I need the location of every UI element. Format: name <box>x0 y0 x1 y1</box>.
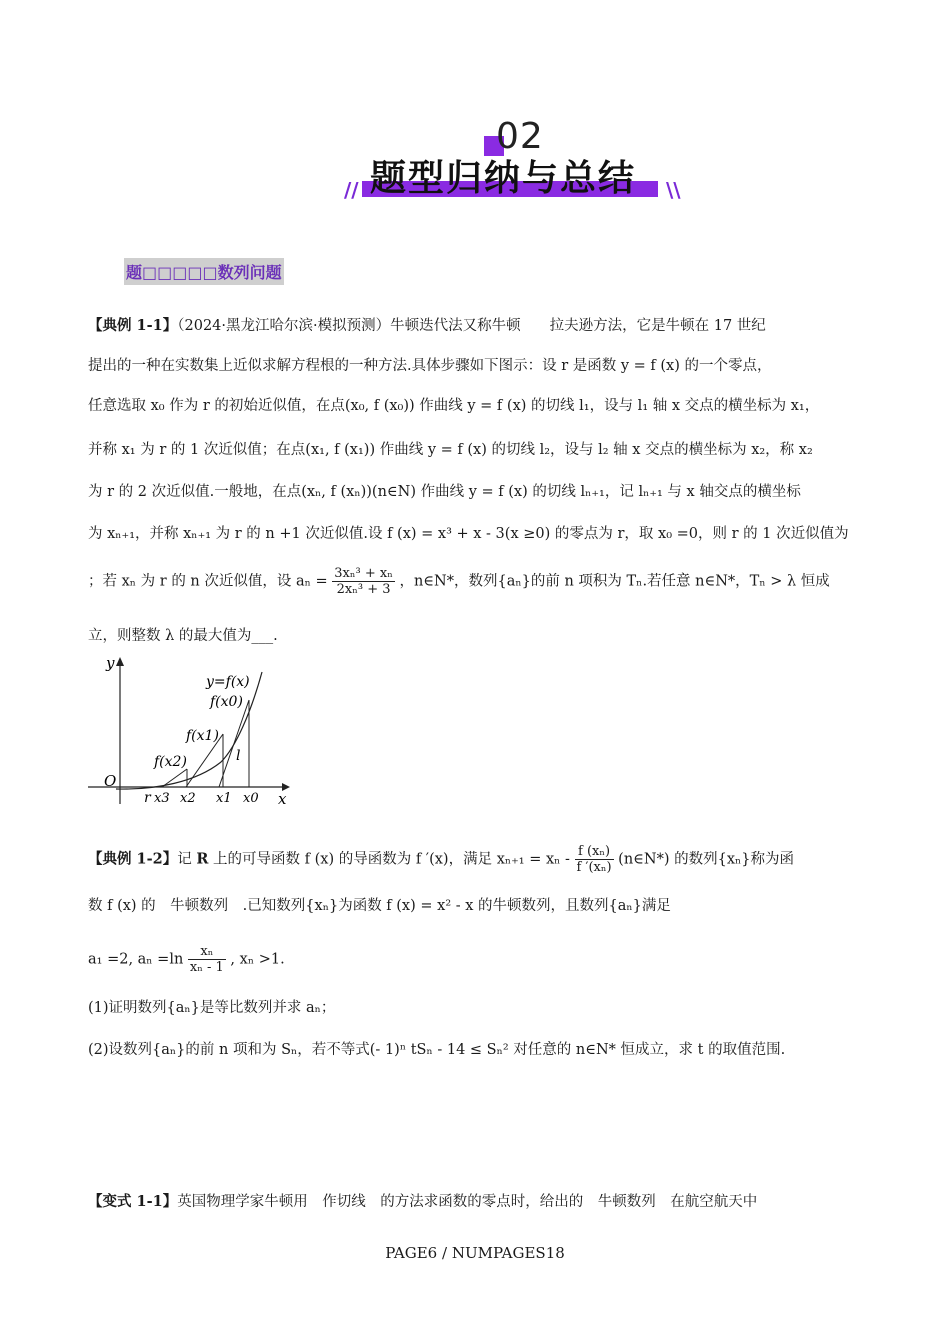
ex1-line-8: 立，则整数 λ 的最大值为___. <box>88 628 278 644</box>
ex2-line-3: a₁ =2, aₙ =ln $\frac{\text{xₙ}}{\text{xₙ - 1}}$ , xₙ >1. <box>88 944 285 975</box>
section-title: 题□□□□□数列问题 <box>124 258 284 285</box>
header-left-slash: // <box>344 178 359 202</box>
an-ln-fraction: $\frac{\text{xₙ}}{\text{xₙ - 1}}$ <box>189 944 224 975</box>
ex1-line-3: 任意选取 x₀ 作为 r 的初始近似值，在点(x₀, f (x₀)) 作曲线 y = f (x) 的切线 l₁，设与 l₁ 轴 x 交点的横坐标为 x₁， <box>88 398 820 414</box>
ex2-label: 【典例 1-2】 <box>88 850 178 868</box>
var1-line: 【变式 1-1】英国物理学家牛顿用 作切线 的方法求函数的零点时，给出的 牛顿数列 在航空航天中 <box>88 1193 758 1210</box>
ex2-line-1: 【典例 1-2】记 R 上的可导函数 f (x) 的导函数为 f ′(x)，满足 xₙ₊₁ = xₙ - $\frac{\text{f (xₙ)}}{\text{f ′(xₙ)}}$ (n∈N*) 的数列{xₙ}称为函 <box>88 844 794 875</box>
newton-method-figure <box>86 652 306 808</box>
f-x0-label: f(x0) <box>210 694 243 710</box>
f-x2-label: f(x2) <box>154 754 187 770</box>
y-axis-arrow <box>116 657 124 666</box>
page-footer: PAGE6 / NUMPAGES18 <box>385 1244 565 1262</box>
tangent-l-label: l <box>236 748 241 764</box>
tick-x1: x1 <box>216 791 232 806</box>
an-fraction: $\frac{\text{3xₙ³ + xₙ}}{\text{2xₙ³ + 3}}$ <box>334 566 393 597</box>
ex2-question-2: (2)设数列{aₙ}的前 n 项和为 Sₙ，若不等式(- 1)ⁿ tSₙ - 14 ≤ Sₙ² 对任意的 n∈N* 恒成立，求 t 的取值范围. <box>88 1042 786 1058</box>
x-axis-label: x <box>278 790 287 808</box>
tick-x2: x2 <box>180 791 196 806</box>
y-axis-label: y <box>106 654 115 672</box>
ex1-line-2: 提出的一种在实数集上近似求解方程根的一种方法.具体步骤如下图示：设 r 是函数 y = f (x) 的一个零点， <box>88 358 772 374</box>
ex1-line-1: 【典例 1-1】（2024·黑龙江哈尔滨·模拟预测）牛顿迭代法又称牛顿 拉夫逊方法，它是牛顿在 17 世纪 <box>88 317 766 334</box>
header-number: 02 <box>496 116 544 157</box>
page-title: 题型归纳与总结 <box>370 158 637 199</box>
tick-r: r <box>144 790 151 806</box>
ex1-label: 【典例 1-1】 <box>88 317 178 334</box>
tick-x0: x0 <box>243 791 259 806</box>
ex2-question-1: (1)证明数列{aₙ}是等比数列并求 aₙ； <box>88 1000 336 1016</box>
header-right-slash: \\ <box>666 178 681 202</box>
ex2-line-2: 数 f (x) 的 牛顿数列 .已知数列{xₙ}为函数 f (x) = x² - x 的牛顿数列，且数列{aₙ}满足 <box>88 898 671 914</box>
curve-label: y=f(x) <box>206 674 250 690</box>
ex1-line-7: ；若 xₙ 为 r 的 n 次近似值，设 aₙ = $\frac{\text{3xₙ³ + xₙ}}{\text{2xₙ³ + 3}}$ ，n∈N*，数列{aₙ}的前 n 项积为 Tₙ.若任意 n∈N*，Tₙ > λ 恒成 <box>88 566 830 597</box>
ex1-line-6: 为 xₙ₊₁，并称 xₙ₊₁ 为 r 的 n +1 次近似值.设 f (x) = x³ + x - 3(x ≥0) 的零点为 r，取 x₀ =0，则 r 的 1 次近似值为 <box>88 526 849 542</box>
ex1-line-5: 为 r 的 2 次近似值.一般地，在点(xₙ, f (xₙ))(n∈N) 作曲线 y = f (x) 的切线 lₙ₊₁，记 lₙ₊₁ 与 x 轴交点的横坐标 <box>88 484 801 500</box>
newton-fraction: $\frac{\text{f (xₙ)}}{\text{f ′(xₙ)}}$ <box>576 844 612 875</box>
var1-label: 【变式 1-1】 <box>88 1193 178 1210</box>
ex1-line-4: 并称 x₁ 为 r 的 1 次近似值；在点(x₁, f (x₁)) 作曲线 y = f (x) 的切线 l₂，设与 l₂ 轴 x 交点的横坐标为 x₂，称 x₂ <box>88 442 813 458</box>
tangent-3 <box>162 769 187 787</box>
origin-label: O <box>104 772 117 790</box>
tick-x3: x3 <box>154 791 170 806</box>
f-x1-label: f(x1) <box>186 728 219 744</box>
